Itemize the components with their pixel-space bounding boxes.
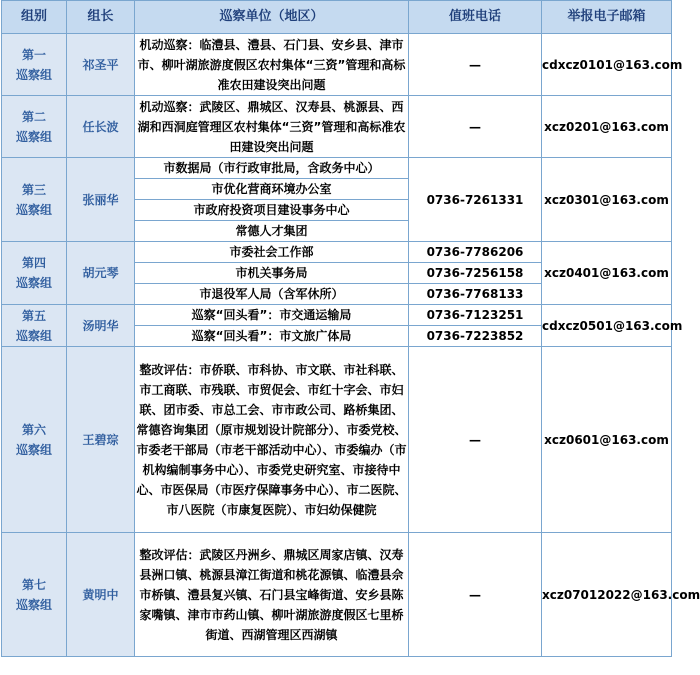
inspection-unit: 巡察“回头看”：市交通运输局 xyxy=(135,305,409,326)
report-email[interactable]: xcz0301@163.com xyxy=(542,158,672,242)
duty-phone: 0736-7261331 xyxy=(409,158,542,242)
inspection-unit: 整改评估：武陵区丹洲乡、鼎城区周家店镇、汉寿县洲口镇、桃源县漳江街道和桃花源镇、临澧县佘市桥镇、澧县复兴镇、石门县宝峰街道、安乡县陈家嘴镇、津市市药山镇、柳叶湖旅游度假区七里桥街道、西湖管理区西湖镇 xyxy=(135,533,409,657)
group-name xyxy=(2,305,67,347)
header-leader: 组长 xyxy=(67,1,135,34)
group-name-line1: 第四 xyxy=(21,256,46,270)
duty-phone: 0736-7223852 xyxy=(409,326,542,347)
header-row xyxy=(2,1,672,34)
inspection-unit: 常德人才集团 xyxy=(135,221,409,242)
inspection-unit: 市数据局（市行政审批局，含政务中心） xyxy=(135,158,409,179)
group-leader: 祁圣平 xyxy=(67,34,135,96)
inspection-unit: 市退役军人局（含军休所） xyxy=(135,284,409,305)
header-group: 组别 xyxy=(2,1,67,34)
group-leader: 胡元琴 xyxy=(67,242,135,305)
group-name xyxy=(2,347,67,533)
duty-phone: — xyxy=(409,34,542,96)
inspection-unit: 机动巡察：临澧县、澧县、石门县、安乡县、津市市、柳叶湖旅游度假区农村集体“三资”管理和高标准农田建设突出问题 xyxy=(135,34,409,96)
report-email[interactable]: xcz0201@163.com xyxy=(542,96,672,158)
group-name xyxy=(2,96,67,158)
group-name-line1: 第七 xyxy=(21,577,46,592)
group-leader: 黄明中 xyxy=(67,533,135,657)
table-row xyxy=(2,158,672,179)
group-name xyxy=(2,34,67,96)
group-name-line1: 第六 xyxy=(21,422,46,437)
report-email[interactable]: cdxcz0501@163.com xyxy=(542,305,672,347)
group-name-line2: 巡察组 xyxy=(15,129,52,144)
report-email[interactable]: xcz07012022@163.com xyxy=(542,533,672,657)
group-leader: 张丽华 xyxy=(67,158,135,242)
header-email: 举报电子邮箱 xyxy=(542,1,672,34)
report-email[interactable]: xcz0401@163.com xyxy=(542,242,672,305)
report-email[interactable]: xcz0601@163.com xyxy=(542,347,672,533)
header-phone: 值班电话 xyxy=(409,1,542,34)
duty-phone: 0736-7123251 xyxy=(409,305,542,326)
group-name xyxy=(2,158,67,242)
duty-phone: — xyxy=(409,96,542,158)
group-name-line2: 巡察组 xyxy=(15,328,52,343)
inspection-unit: 巡察“回头看”：市文旅广体局 xyxy=(135,326,409,347)
group-leader: 王碧琮 xyxy=(67,347,135,533)
inspection-unit: 市委社会工作部 xyxy=(135,242,409,263)
inspection-roster-table xyxy=(1,0,700,657)
group-name-line1: 第三 xyxy=(21,182,46,197)
duty-phone: — xyxy=(409,533,542,657)
group-name xyxy=(2,242,67,305)
inspection-unit: 市优化营商环境办公室 xyxy=(135,179,409,200)
group-name xyxy=(2,533,67,657)
group-name-line1: 第五 xyxy=(21,308,46,323)
header-unit: 巡察单位（地区） xyxy=(135,1,409,34)
group-name-line2: 巡察组 xyxy=(15,67,52,82)
table-row xyxy=(2,242,672,263)
inspection-unit: 整改评估：市侨联、市科协、市文联、市社科联、市工商联、市残联、市贸促会、市红十字会、市妇联、团市委、市总工会、市市政公司、路桥集团、常德咨询集团（原市规划设计院部分）、市委党校、市委老干部局（市老干部活动中心）、市委编办（市机构编制事务中心）、市委党史研究室、市接待中心、市医保局（市医疗保障事务中心）、市二医院、市八医院（市康复医院）、市妇幼保健院 xyxy=(135,347,409,533)
table-row xyxy=(2,34,672,96)
group-name-line2: 巡察组 xyxy=(15,202,52,217)
group-leader: 汤明华 xyxy=(67,305,135,347)
group-name-line2: 巡察组 xyxy=(15,442,52,457)
inspection-unit: 机动巡察：武陵区、鼎城区、汉寿县、桃源县、西湖和西洞庭管理区农村集体“三资”管理和高标准农田建设突出问题 xyxy=(135,96,409,158)
table-row xyxy=(2,96,672,158)
duty-phone: — xyxy=(409,347,542,533)
inspection-unit: 市政府投资项目建设事务中心 xyxy=(135,200,409,221)
inspection-unit: 市机关事务局 xyxy=(135,263,409,284)
group-leader: 任长波 xyxy=(67,96,135,158)
group-name-line1: 第二 xyxy=(21,109,46,124)
table-row xyxy=(2,305,672,326)
duty-phone: 0736-7256158 xyxy=(409,263,542,284)
group-name-line2: 巡察组 xyxy=(15,597,52,612)
group-name-line1: 第一 xyxy=(21,47,46,62)
table-row xyxy=(2,347,672,533)
group-name-line2: 巡察组 xyxy=(15,276,52,290)
duty-phone: 0736-7786206 xyxy=(409,242,542,263)
report-email[interactable]: cdxcz0101@163.com xyxy=(542,34,672,96)
duty-phone: 0736-7768133 xyxy=(409,284,542,305)
table-row xyxy=(2,533,672,657)
